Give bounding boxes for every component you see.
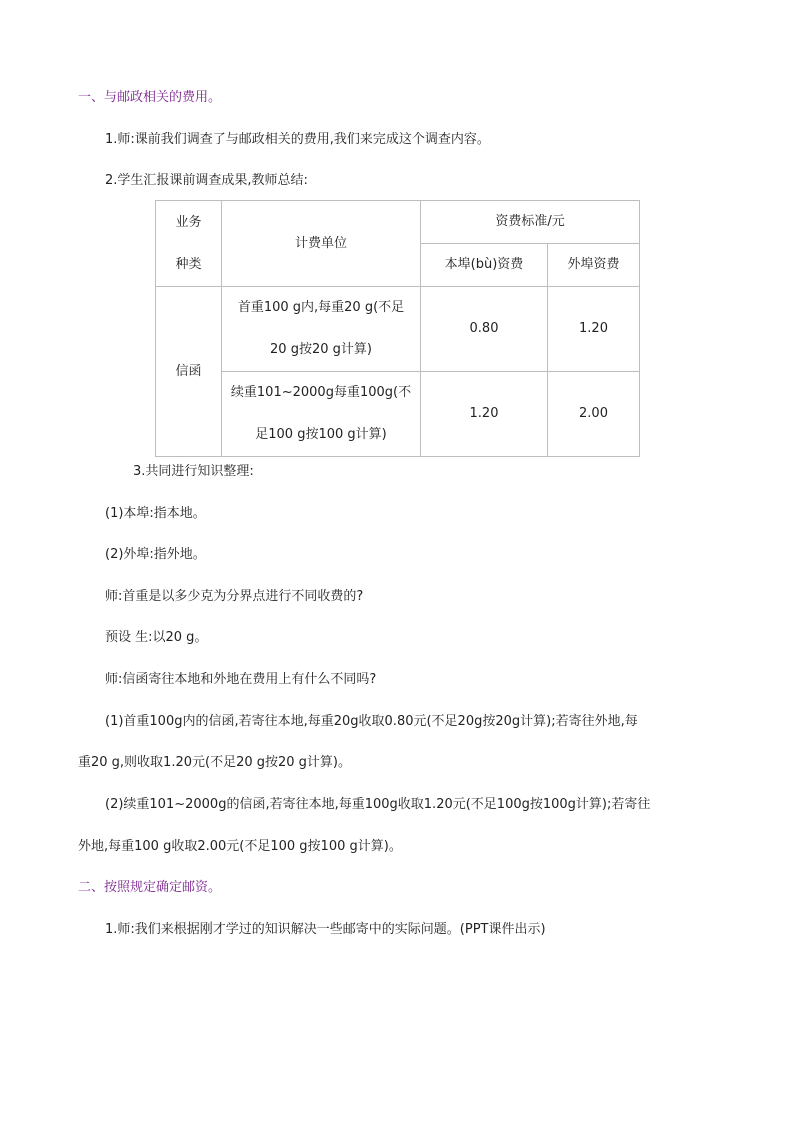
paragraph-question-first-weight: 师:首重是以多少克为分界点进行不同收费的? bbox=[105, 589, 364, 604]
paragraph-organize: 3.共同进行知识整理: bbox=[133, 464, 254, 479]
paragraph-answer: 预设 生:以20 g。 bbox=[105, 630, 208, 645]
paragraph-first-weight-detail-line2: 重20 g,则收取1.20元(不足20 g按20 g计算)。 bbox=[78, 755, 352, 770]
category-letter: 信函 bbox=[156, 287, 222, 457]
paragraph-first-weight-detail-line1: (1)首重100g内的信函,若寄往本地,每重20g收取0.80元(不足20g按20g计算);若寄往外地,每 bbox=[105, 714, 638, 729]
paragraph-practice: 1.师:我们来根据刚才学过的知识解决一些邮寄中的实际问题。(PPT课件出示) bbox=[105, 922, 546, 937]
header-local-fee: 本埠(bù)资费 bbox=[421, 244, 548, 287]
paragraph-additional-weight-detail-line2: 外地,每重100 g收取2.00元(不足100 g按100 g计算)。 bbox=[78, 839, 402, 854]
postage-fee-table bbox=[155, 200, 640, 457]
table-row-first-weight-remote: 1.20 bbox=[548, 287, 640, 372]
header-remote-fee: 外埠资费 bbox=[548, 244, 640, 287]
table-row-first-weight-local: 0.80 bbox=[421, 287, 548, 372]
paragraph-local-definition: (1)本埠:指本地。 bbox=[105, 506, 206, 521]
header-business-type: 业务 种类 bbox=[156, 201, 222, 287]
table-row-additional-weight-remote: 2.00 bbox=[548, 372, 640, 457]
table-row-additional-weight-unit: 续重101~2000g每重100g(不 足100 g按100 g计算) bbox=[222, 372, 421, 457]
section1-heading: 一、与邮政相关的费用。 bbox=[78, 90, 222, 105]
paragraph-additional-weight-detail-line1: (2)续重101~2000g的信函,若寄往本地,每重100g收取1.20元(不足100g按100g计算);若寄往 bbox=[105, 797, 651, 812]
header-fee-standard: 资费标准/元 bbox=[421, 201, 640, 244]
paragraph-intro: 1.师:课前我们调查了与邮政相关的费用,我们来完成这个调查内容。 bbox=[105, 132, 490, 147]
paragraph-remote-definition: (2)外埠:指外地。 bbox=[105, 547, 206, 562]
section2-heading: 二、按照规定确定邮资。 bbox=[78, 880, 222, 895]
table-row-additional-weight-local: 1.20 bbox=[421, 372, 548, 457]
paragraph-report: 2.学生汇报课前调查成果,教师总结: bbox=[105, 173, 308, 188]
paragraph-question-difference: 师:信函寄往本地和外地在费用上有什么不同吗? bbox=[105, 672, 377, 687]
table-row-first-weight-unit: 首重100 g内,每重20 g(不足 20 g按20 g计算) bbox=[222, 287, 421, 372]
header-billing-unit: 计费单位 bbox=[222, 201, 421, 287]
